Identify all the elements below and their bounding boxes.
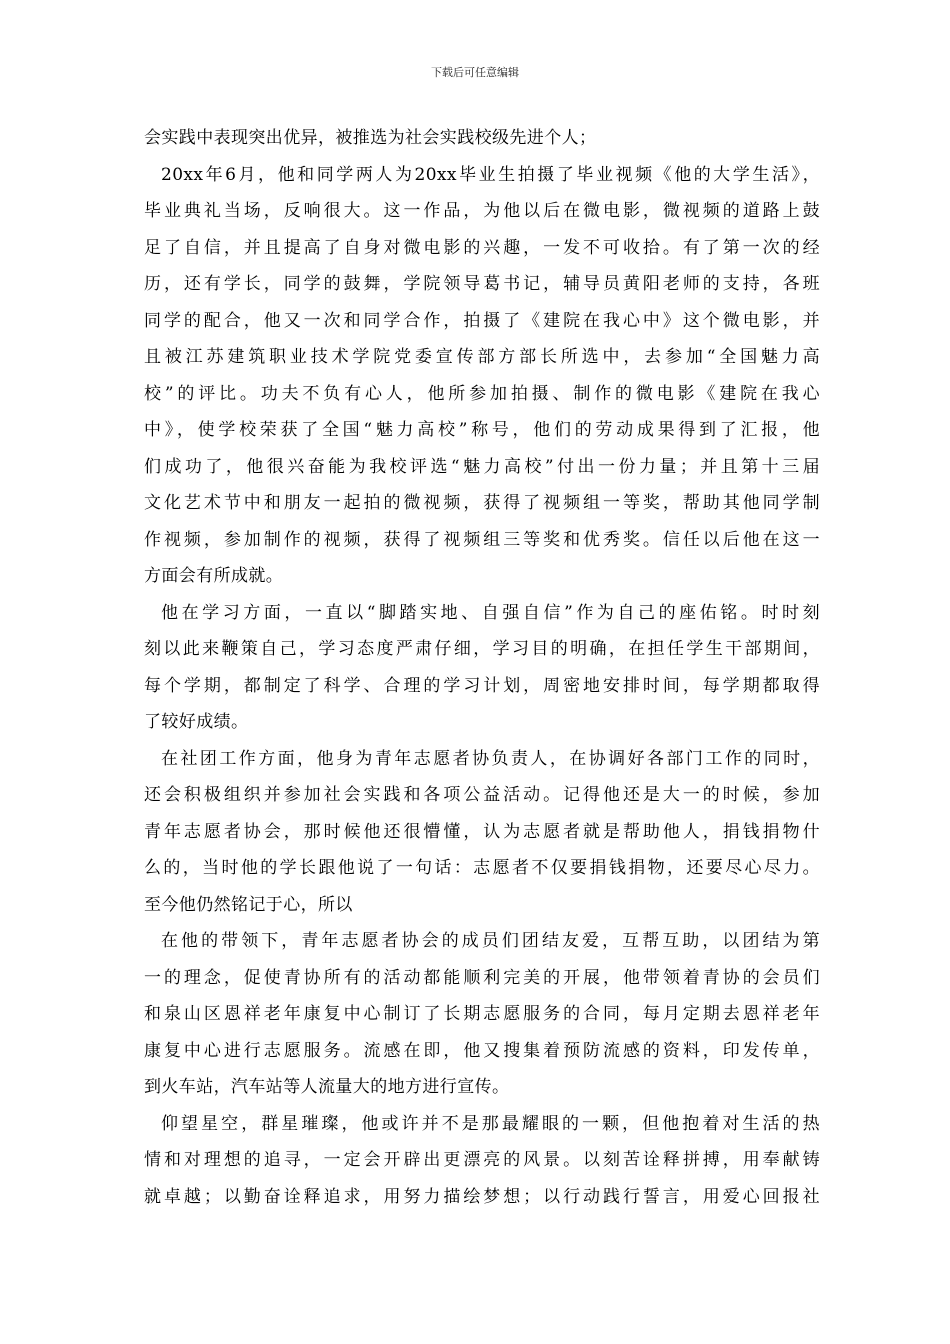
paragraph-2-line: 们成功了，他很兴奋能为我校评选“魅力高校”付出一份力量；并且第十三届 xyxy=(144,456,820,477)
paragraph-1-line: 会实践中表现突出优异，被推选为社会实践校级先进个人； xyxy=(144,128,597,148)
paragraph-2-line: 同学的配合，他又一次和同学合作，拍摄了《建院在我心中》这个微电影，并 xyxy=(144,310,820,331)
paragraph-2-line: 文化艺术节中和朋友一起拍的微视频，获得了视频组一等奖，帮助其他同学制 xyxy=(144,493,820,513)
paragraph-3-line: 每个学期，都制定了科学、合理的学习计划，周密地安排时间，每学期都取得 xyxy=(144,675,820,696)
paragraph-2-line: 历，还有学长，同学的鼓舞，学院领导葛书记，辅导员黄阳老师的支持，各班 xyxy=(144,274,820,294)
paragraph-2-line: 方面会有所成就。 xyxy=(144,566,284,586)
paragraph-2-line: 20xx年6月，他和同学两人为20xx毕业生拍摄了毕业视频《他的大学生活》， xyxy=(161,164,820,185)
paragraph-4-line: 至今他仍然铭记于心，所以 xyxy=(144,894,353,915)
paragraph-4-line: 在社团工作方面，他身为青年志愿者协负责人，在协调好各部门工作的同时， xyxy=(161,748,820,769)
paragraph-6-line: 情和对理想的追寻，一定会开辟出更漂亮的风景。以刻苦诠释拼搏，用奉献铸 xyxy=(144,1150,820,1170)
paragraph-5-line: 到火车站，汽车站等人流量大的地方进行宣传。 xyxy=(144,1077,510,1097)
paragraph-4-line: 么的，当时他的学长跟他说了一句话：志愿者不仅要捐钱捐物，还要尽心尽力。 xyxy=(144,858,820,878)
paragraph-6-line: 就卓越；以勤奋诠释追求，用努力描绘梦想；以行动践行誓言，用爱心回报社 xyxy=(144,1186,820,1207)
paragraph-2-line: 作视频，参加制作的视频，获得了视频组三等奖和优秀奖。信任以后他在这一 xyxy=(144,529,820,550)
paragraph-2-line: 且被江苏建筑职业技术学院党委宣传部方部长所选中，去参加“全国魅力高 xyxy=(144,347,820,367)
paragraph-4-line: 青年志愿者协会，那时候他还很懵懂，认为志愿者就是帮助他人，捐钱捐物什 xyxy=(144,821,820,842)
paragraph-5-line: 一的理念，促使青协所有的活动都能顺利完美的开展，他带领着青协的会员们 xyxy=(144,967,820,988)
paragraph-2-line: 校”的评比。功夫不负有心人，他所参加拍摄、制作的微电影《建院在我心 xyxy=(144,383,820,404)
document-body xyxy=(144,120,820,1215)
paragraph-3-line: 了较好成绩。 xyxy=(144,712,249,732)
paragraph-3-line: 他在学习方面，一直以“脚踏实地、自强自信”作为自己的座佑铭。时时刻 xyxy=(161,602,820,623)
paragraph-6-line: 仰望星空，群星璀璨，他或许并不是那最耀眼的一颗，但他抱着对生活的热 xyxy=(161,1113,820,1134)
paragraph-2-line: 毕业典礼当场，反响很大。这一作品，为他以后在微电影，微视频的道路上鼓 xyxy=(144,201,820,221)
paragraph-5-line: 在他的带领下，青年志愿者协会的成员们团结友爱，互帮互助，以团结为第 xyxy=(161,931,820,951)
paragraph-2-line: 中》，使学校荣获了全国“魅力高校”称号，他们的劳动成果得到了汇报，他 xyxy=(144,420,820,440)
paragraph-5-line: 康复中心进行志愿服务。流感在即，他又搜集着预防流感的资料，印发传单， xyxy=(144,1040,820,1061)
paragraph-4-line: 还会积极组织并参加社会实践和各项公益活动。记得他还是大一的时候，参加 xyxy=(144,785,820,805)
paragraph-3-line: 刻以此来鞭策自己，学习态度严肃仔细，学习目的明确，在担任学生干部期间， xyxy=(144,639,820,659)
paragraph-5-line: 和泉山区恩祥老年康复中心制订了长期志愿服务的合同，每月定期去恩祥老年 xyxy=(144,1004,820,1024)
paragraph-2-line: 足了自信，并且提高了自身对微电影的兴趣，一发不可收拾。有了第一次的经 xyxy=(144,237,820,258)
page-header: 下载后可任意编辑 xyxy=(431,66,519,79)
